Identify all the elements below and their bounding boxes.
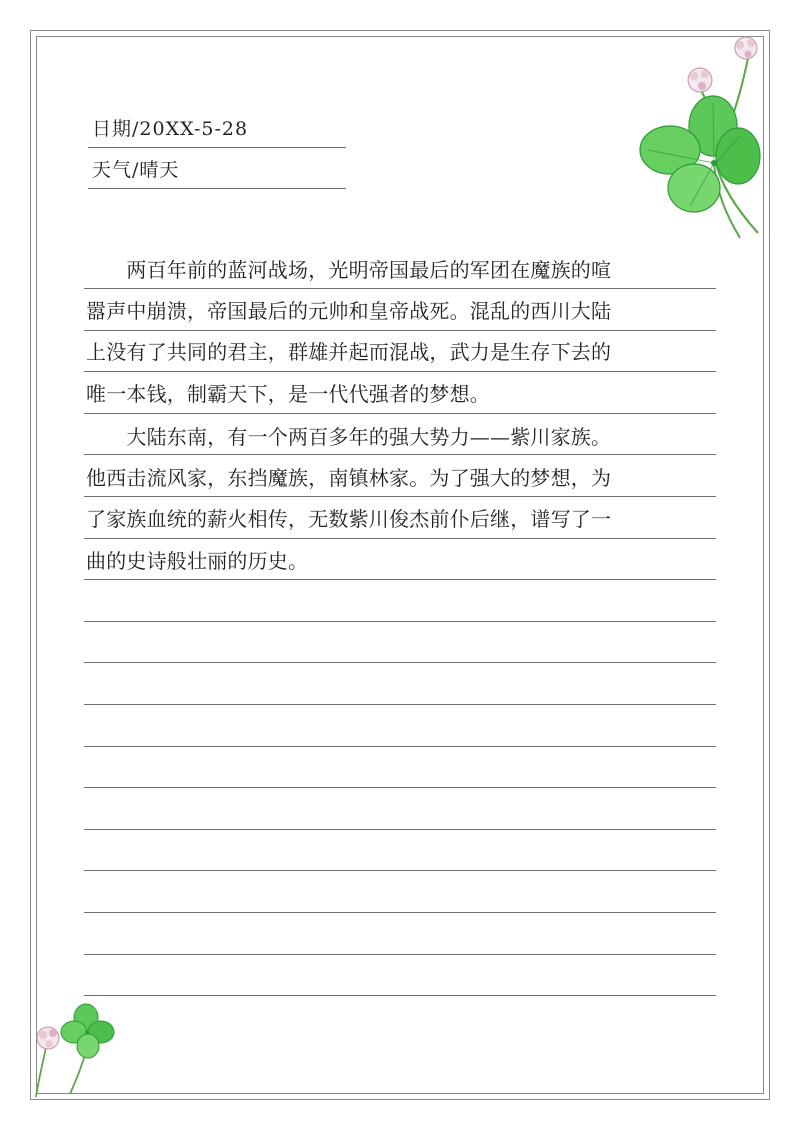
weather-underline — [88, 188, 346, 189]
ruled-line — [84, 870, 716, 871]
clover-decoration-bottom-left — [26, 1002, 126, 1102]
ruled-line — [84, 579, 716, 580]
ruled-line — [84, 454, 716, 455]
ruled-line — [84, 662, 716, 663]
weather-label: 天气/晴天 — [92, 159, 180, 181]
ruled-line — [84, 995, 716, 996]
date-label: 日期/20XX-5-28 — [92, 118, 249, 140]
body-line-5: 大陆东南，有一个两百多年的强大势力——紫川家族。 — [86, 425, 612, 449]
ruled-line — [84, 496, 716, 497]
body-line-6: 他西击流风家，东挡魔族，南镇林家。为了强大的梦想，为 — [86, 466, 612, 490]
ruled-line — [84, 621, 716, 622]
ruled-line — [84, 746, 716, 747]
body-line-1: 两百年前的蓝河战场，光明帝国最后的军团在魔族的喧 — [86, 258, 612, 282]
four-leaf-clover-icon — [61, 1004, 114, 1058]
ruled-line — [84, 330, 716, 331]
ruled-line — [84, 829, 716, 830]
clover-blossom-icon — [735, 37, 757, 59]
body-line-2: 嚣声中崩溃，帝国最后的元帅和皇帝战死。混乱的西川大陆 — [86, 299, 612, 323]
body-line-7: 了家族血统的薪火相传，无数紫川俊杰前仆后继，谱写了一 — [86, 507, 612, 531]
clover-blossom-icon — [688, 68, 712, 92]
body-line-8: 曲的史诗般壮丽的历史。 — [86, 549, 309, 573]
body-line-4: 唯一本钱，制霸天下，是一代代强者的梦想。 — [86, 382, 490, 406]
clover-decoration-top-right — [630, 28, 770, 243]
ruled-line — [84, 787, 716, 788]
four-leaf-clover-icon — [640, 96, 760, 212]
clover-blossom-icon — [37, 1027, 59, 1049]
ruled-line — [84, 288, 716, 289]
ruled-line — [84, 912, 716, 913]
ruled-line — [84, 704, 716, 705]
ruled-line — [84, 538, 716, 539]
body-line-3: 上没有了共同的君主，群雄并起而混战，武力是生存下去的 — [86, 340, 612, 364]
date-underline — [88, 147, 346, 148]
ruled-line — [84, 413, 716, 414]
ruled-line — [84, 371, 716, 372]
ruled-line — [84, 954, 716, 955]
